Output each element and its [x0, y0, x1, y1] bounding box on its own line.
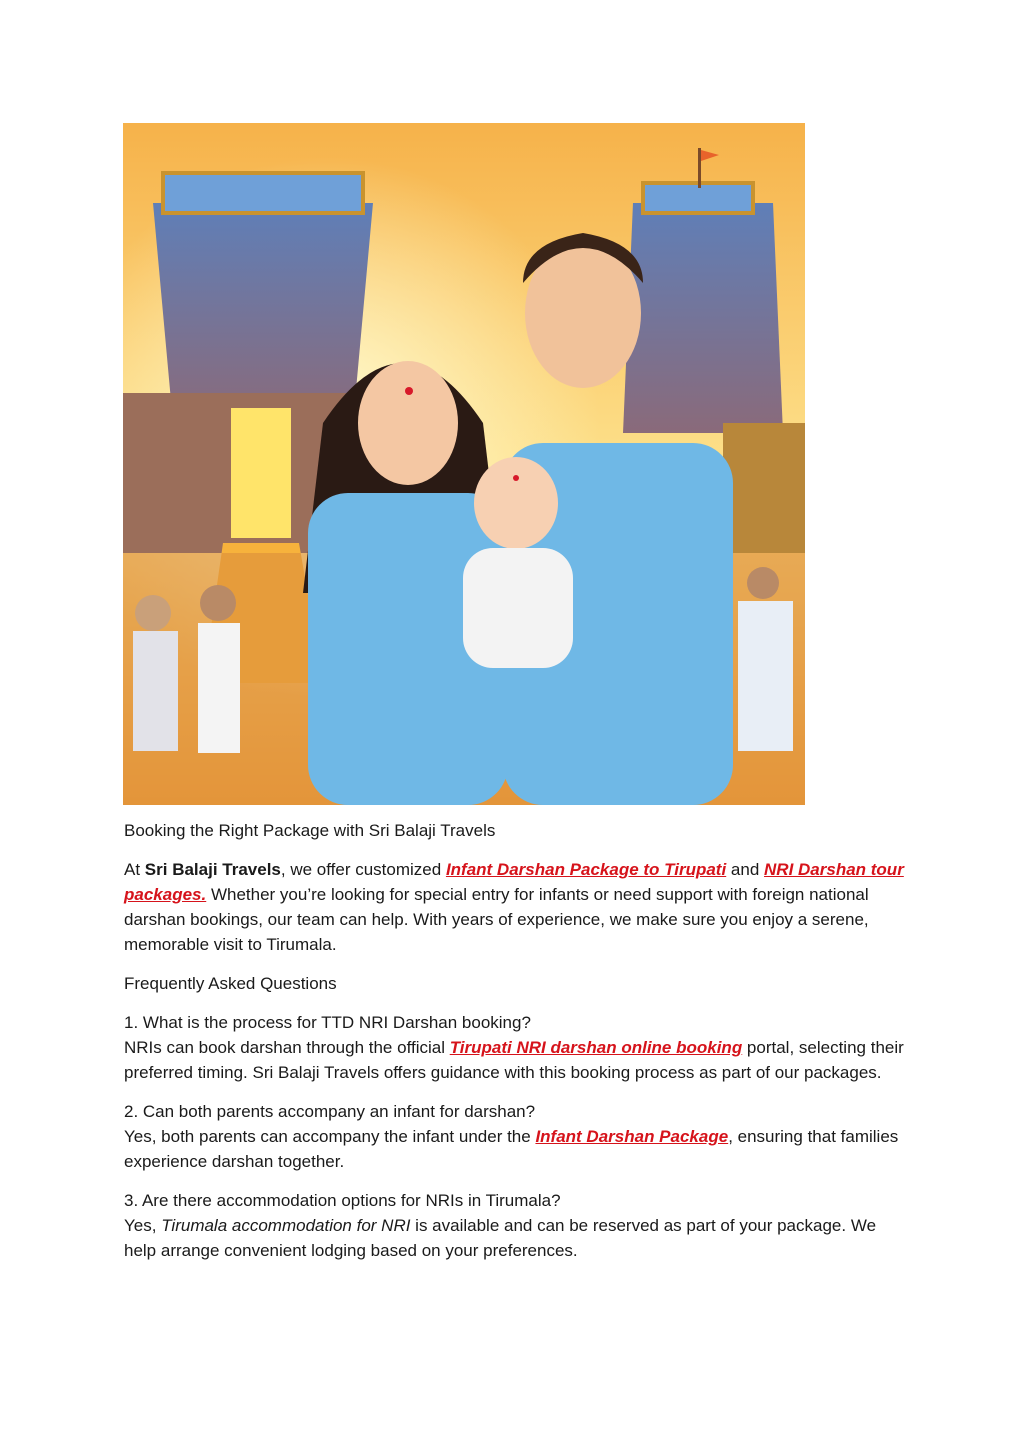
brand-name: Sri Balaji Travels — [144, 860, 281, 879]
faq-item — [124, 1188, 904, 1263]
left-gopuram — [153, 203, 373, 423]
right-gopuram — [623, 203, 783, 433]
faq-question: 1. What is the process for TTD NRI Darshan booking? — [124, 1013, 531, 1032]
faq-question: 3. Are there accommodation options for NRIs in Tirumala? — [124, 1191, 561, 1210]
infant-package-link[interactable]: Infant Darshan Package — [535, 1127, 729, 1146]
accommodation-emphasis: Tirumala accommodation for NRI — [161, 1216, 411, 1235]
temple-family-illustration — [123, 123, 805, 805]
faq-heading: Frequently Asked Questions — [124, 974, 337, 993]
intro-text-4: Whether you’re looking for special entry for infants or need support with foreign national darshan bookings, our team can help. With years of experience, we make sure you enjoy a serene, memorable visit to Tirumala. — [124, 885, 869, 954]
baby — [474, 457, 558, 549]
hero-image — [123, 123, 805, 805]
intro-paragraph — [124, 857, 904, 957]
faq-item — [124, 1010, 904, 1085]
intro-text-1: At — [124, 860, 145, 879]
faq-answer-1: NRIs can book darshan through the official — [124, 1038, 450, 1057]
faq-answer-2: , ensuring that families experience darshan together. — [124, 1127, 899, 1171]
intro-text-2: , we offer customized — [280, 860, 446, 879]
faq-answer-2: portal, selecting their preferred timing. Sri Balaji Travels offers guidance with this booking process as part of our packages. — [124, 1038, 904, 1082]
nri-online-booking-link[interactable]: Tirupati NRI darshan online booking — [449, 1038, 743, 1057]
nri-darshan-link[interactable]: NRI Darshan tour packages. — [124, 860, 904, 904]
infant-darshan-link[interactable]: Infant Darshan Package to Tirupati — [445, 860, 727, 879]
section-heading-booking: Booking the Right Package with Sri Balaji Travels — [124, 821, 496, 840]
faq-item — [124, 1099, 904, 1174]
faq-answer-2: is available and can be reserved as part of your package. We help arrange convenient lodging based on your preferences. — [124, 1216, 877, 1260]
article-text — [124, 818, 904, 1277]
intro-text-3: and — [726, 860, 765, 879]
faq-question: 2. Can both parents accompany an infant for darshan? — [124, 1102, 536, 1121]
faq-answer-1: Yes, both parents can accompany the infant under the — [124, 1127, 536, 1146]
faq-answer-1: Yes, — [124, 1216, 162, 1235]
